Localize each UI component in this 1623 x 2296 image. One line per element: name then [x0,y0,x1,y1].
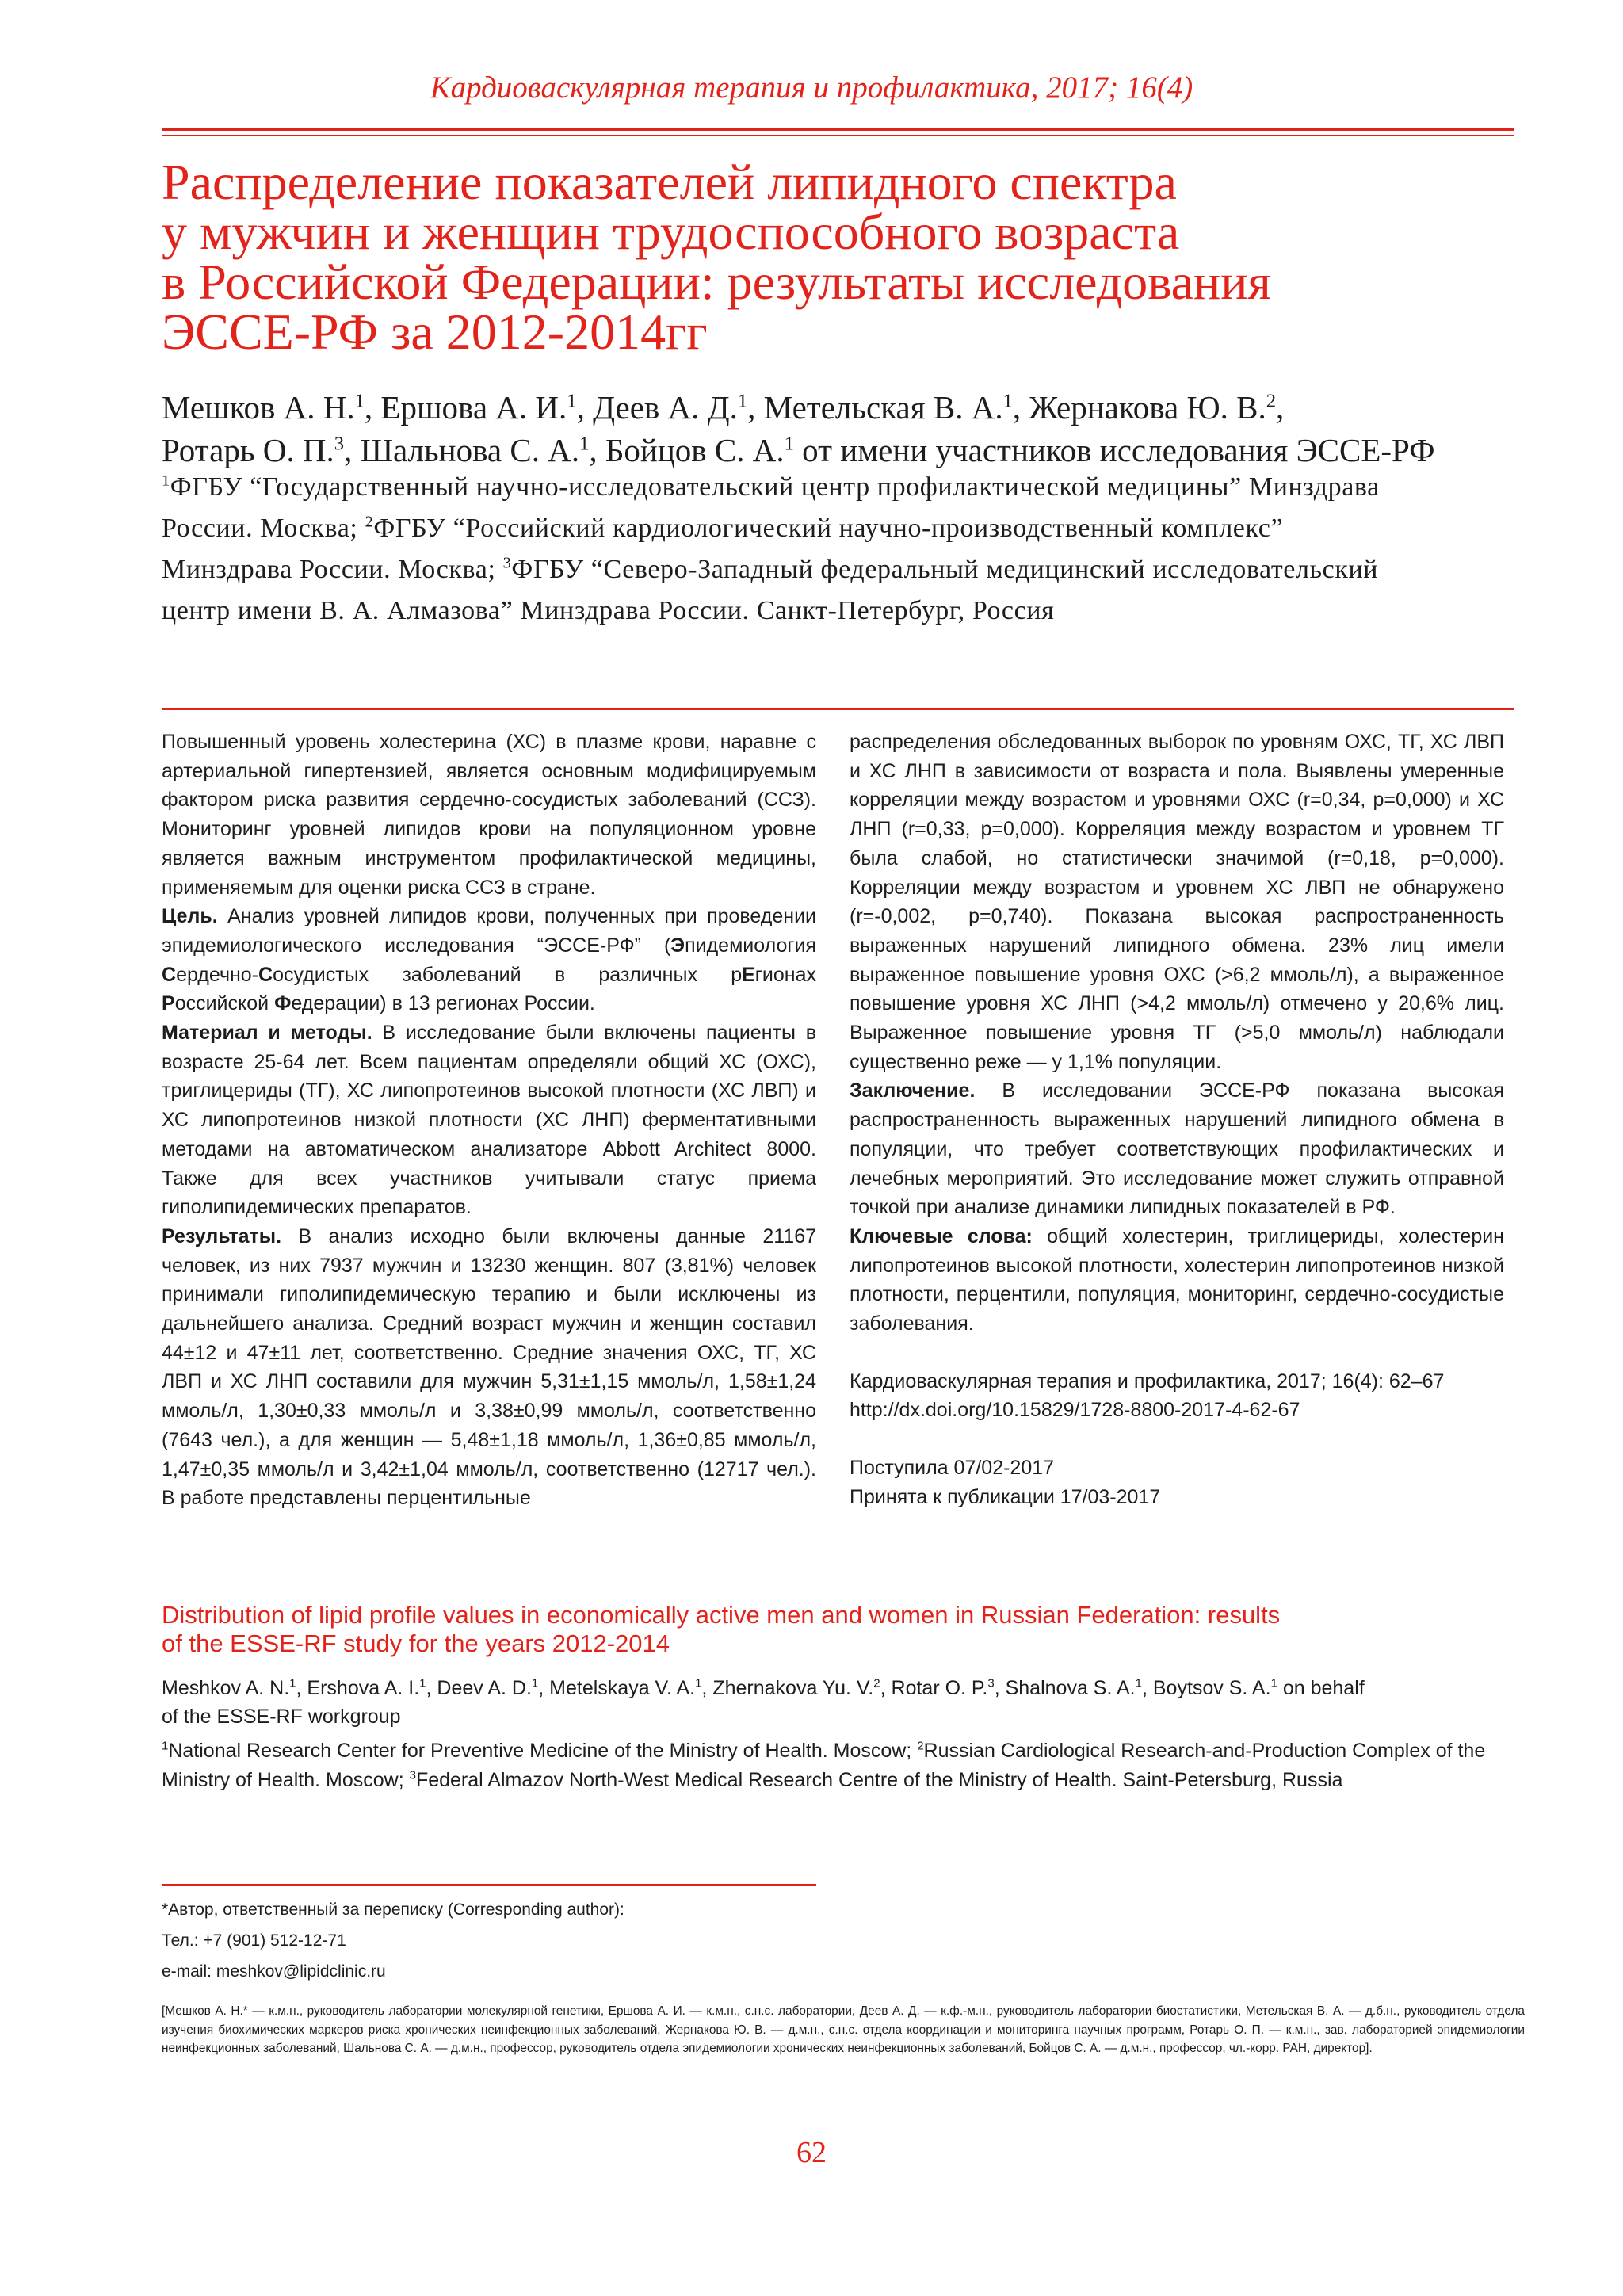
affiliations: $^1$ФГБУ “Государственный научно-исследовательский центр профилактической медицины” Минздрава России. Москва; $^2$ФГБУ “Российский кардиологический научно-производственный комплекс” Минздрава России. Москва; $^3$ФГБУ “Северо-Западный федеральный медицинский исследовательский центр имени В. А. Алмазова” Минздрава России. Санкт-Петербург, Россия [162,472,1380,625]
english-author-list: Meshkov A. N.$^1$, Ershova A. I.$^1$, Deev A. D.$^1$, Metelskaya V. A.$^1$, Zhernakova Yu. V.$^2$, Rotar O. P.$^3$, Shalnova S. A.$^1$, Boytsov S. A.$^1$ on behalf of the ESSE-RF workgroup [162,1676,1365,1728]
abstract-keywords: Ключевые слова: общий холестерин, триглицериды, холестерин липопротеинов высокой плотности, холестерин липопротеинов низкой плотности, перцентили, популяция, мониторинг, сердечно-сосудистые заболевания. [850,1224,1504,1335]
author-group: of the ESSE-RF workgroup [162,1706,401,1728]
phone: Тел.: +7 (901) 512-12-71 [162,1931,346,1950]
author-bios: [Мешков А. Н.* — к.м.н., руководитель лаборатории молекулярной генетики, Ершова А. И. — к.м.н., с.н.с. лаборатории, Деев А. Д. — к.ф.-м.н., руководитель лаборатории биостатистики, Метельская В. А. — д.б.н., руководитель отдела изучения биохимических маркеров риска хронических неинфекционных заболеваний, Жернакова Ю. В. — д.м.н., с.н.с. отдела координации и мониторинга научных программ, Ротарь О. П. — к.м.н., зав. лабораторией эпидемиологии неинфекционных заболеваний, Шальнова С. А. — д.м.н., профессор, руководитель отдела эпидемиологии хронических неинфекционных заболеваний, Бойцов С. А. — д.м.н., профессор, чл.-корр. РАН, директор]. [162,2004,1525,2055]
author-group: от имени участников исследования ЭССЕ-РФ [802,432,1435,468]
affiliation-line: центр имени В. А. Алмазова” Минздрава России. Санкт-Петербург, Россия [162,596,1055,625]
affiliation-line: ФГБУ “Государственный научно-исследовательский центр профилактической медицины” Минздрава [170,472,1380,502]
author: Meshkov A. N. [162,1677,290,1699]
received-date: Поступила 07/02-2017 [850,1457,1055,1480]
author: Ershova A. I. [307,1677,420,1699]
author: Shalnova S. A. [1005,1677,1136,1699]
abstract-results: Результаты. В анализ исходно были включены данные 21167 человек, из них 7937 мужчин и 13230 женщин. 807 (3,81%) человек принимали гиполипидемическую терапию и были исключены из дальнейшего анализа. Средний возраст мужчин и женщин составил 44±12 и 47±11 лет, соответственно. Средние значения ОХС, ТГ, ХС ЛВП и ХС ЛНП составили для мужчин 5,31±1,15 ммоль/л, 1,58±1,24 ммоль/л, 1,30±0,33 ммоль/л и 3,38±0,99 ммоль/л, соответственно (7643 чел.), а для женщин — 5,48±1,18 ммоль/л, 1,36±0,85 ммоль/л, 1,47±0,35 ммоль/л и 3,42±1,04 ммоль/л, соответственно (12717 чел.). В работе представлены перцентильные [162,1224,816,1510]
affiliation-line: ФГБУ “Российский кардиологический научно-производственный комплекс” [373,514,1284,543]
title-line: у мужчин и женщин трудоспособного возраста [162,204,1180,260]
title-line: в Российской Федерации: результаты исследования [162,254,1271,310]
author: Boytsov S. A. [1152,1677,1271,1699]
abstract-results-cont: распределения обследованных выборок по уровням ОХС, ТГ, ХС ЛВП и ХС ЛНП в зависимости от возраста и пола. Выявлены умеренные корреляции между возрастом и уровнями ОХС (r=0,34, p=0,000) и ХС ЛНП (r=0,33, p=0,000). Корреляция между возрастом и уровнем ТГ была слабой, но статистически значимой (r=0,18, p=0,000). Корреляции между возрастом и уровнем ХС ЛВП не обнаружено (r=-0,002, p=0,740). Показана высокая распространенность выраженных нарушений липидного обмена. 23% лиц имели выраженное повышение уровня ОХС (>6,2 ммоль/л), а выраженное повышение уровня ХС ЛНП (>4,2 ммоль/л) отмечено у 20,6% лиц. Выраженное повышение уровня ТГ (>5,0 ммоль/л) наблюдали существенно реже — у 1,1% популяции. [850,731,1504,1073]
author: Ротарь О. П. [162,432,334,468]
article-title [162,154,1525,360]
journal-header: Кардиоваскулярная терапия и профилактика, 2017; 16(4) [430,71,1193,105]
author: Деев А. Д. [593,389,738,426]
abstract-aim: Цель. Анализ уровней липидов крови, полученных при проведении эпидемиологического исследования “ЭССЕ-РФ” (Эпидемиология Сердечно-Сосудистых заболеваний в различных рЕгионах Российской Федерации) в 13 регионах России. [162,905,816,1015]
english-title: Distribution of lipid profile values in economically active men and women in Russian Federation: results of the ESSE-RF study for the years 2012-2014 [162,1601,1281,1657]
accepted-date: Принята к публикации 17/03-2017 [850,1485,1161,1508]
section-rule [162,708,1514,710]
author: Rotar O. P. [891,1677,988,1699]
title-line: Распределение показателей липидного спектра [162,154,1177,210]
abstract-intro: Повышенный уровень холестерина (ХС) в плазме крови, наравне с артериальной гипертензией, является основным модифицируемым фактором риска развития сердечно-сосудистых заболеваний (ССЗ). Мониторинг уровней липидов крови на популяционном уровне является важным инструментом профилактической медицины, применяемым для оценки риска ССЗ в стране. [162,731,816,899]
page-number: 62 [796,2136,827,2169]
author: Шальнова С. А. [360,432,580,468]
title-line: ЭССЕ-РФ за 2012-2014гг [162,304,708,360]
author: Metelskaya V. A. [549,1677,696,1699]
citation: Кардиоваскулярная терапия и профилактика, 2017; 16(4): 62–67 [850,1370,1445,1392]
affiliation-line: ФГБУ “Северо-Западный федеральный медицинский исследовательский [511,555,1379,584]
author: Жернакова Ю. В. [1029,389,1266,426]
author: Deev A. D. [437,1677,532,1699]
footnote-rule [162,1884,816,1886]
header-rule-bottom [162,135,1514,136]
author: Ершова А. И. [380,389,567,426]
corresponding-author: *Автор, ответственный за переписку (Corresponding author): [162,1901,624,1919]
email-link[interactable]: e-mail: meshkov@lipidclinic.ru [162,1962,386,1981]
english-affiliations: $^1$National Research Center for Preventive Medicine of the Ministry of Health. Moscow; $^2$Russian Cardiological Research-and-Production Complex of the Ministry of Health. Moscow; $^3$Federal Almazov North-West Medical Research Centre of the Ministry of Health. Saint-Petersburg, Russia [162,1739,1486,1791]
header-rule-top [162,128,1514,131]
abstract-conclusion: Заключение. В исследовании ЭССЕ-РФ показана высокая распространенность выраженных нарушений липидного обмена в популяции, что требует соответствующих профилактических и лечебных мероприятий. Это исследование может служить отправной точкой при анализе динамики липидных показателей в РФ. [850,1079,1504,1219]
author: Zhernakova Yu. V. [712,1677,874,1699]
author: Метельская В. А. [763,389,1003,426]
doi-link[interactable]: http://dx.doi.org/10.15829/1728-8800-2017-4-62-67 [850,1399,1300,1422]
author-list: Мешков А. Н.$^1$, Ершова А. И.$^1$, Деев А. Д.$^1$, Метельская В. А.$^1$, Жернакова Ю. В.$^2$, Ротарь О. П.$^3$, Шальнова С. А.$^1$, Бойцов С. А.$^1$ от имени участников исследования ЭССЕ-РФ [162,389,1435,468]
abstract-right-column [850,728,1504,1512]
abstract-methods: Материал и методы. В исследование были включены пациенты в возрасте 25-64 лет. Всем пациентам определяли общий ХС (ОХС), триглицериды (ТГ), ХС липопротеинов высокой плотности (ХС ЛВП) и ХС липопротеинов низкой плотности (ХС ЛНП) ферментативными методами на автоматическом анализаторе Abbott Architect 8000. Также для всех участников учитывали статус приема гиполипидемических препаратов. [162,1022,816,1219]
author: Мешков А. Н. [162,389,355,426]
abstract-left-column [162,728,816,1513]
author: Бойцов С. А. [605,432,785,468]
